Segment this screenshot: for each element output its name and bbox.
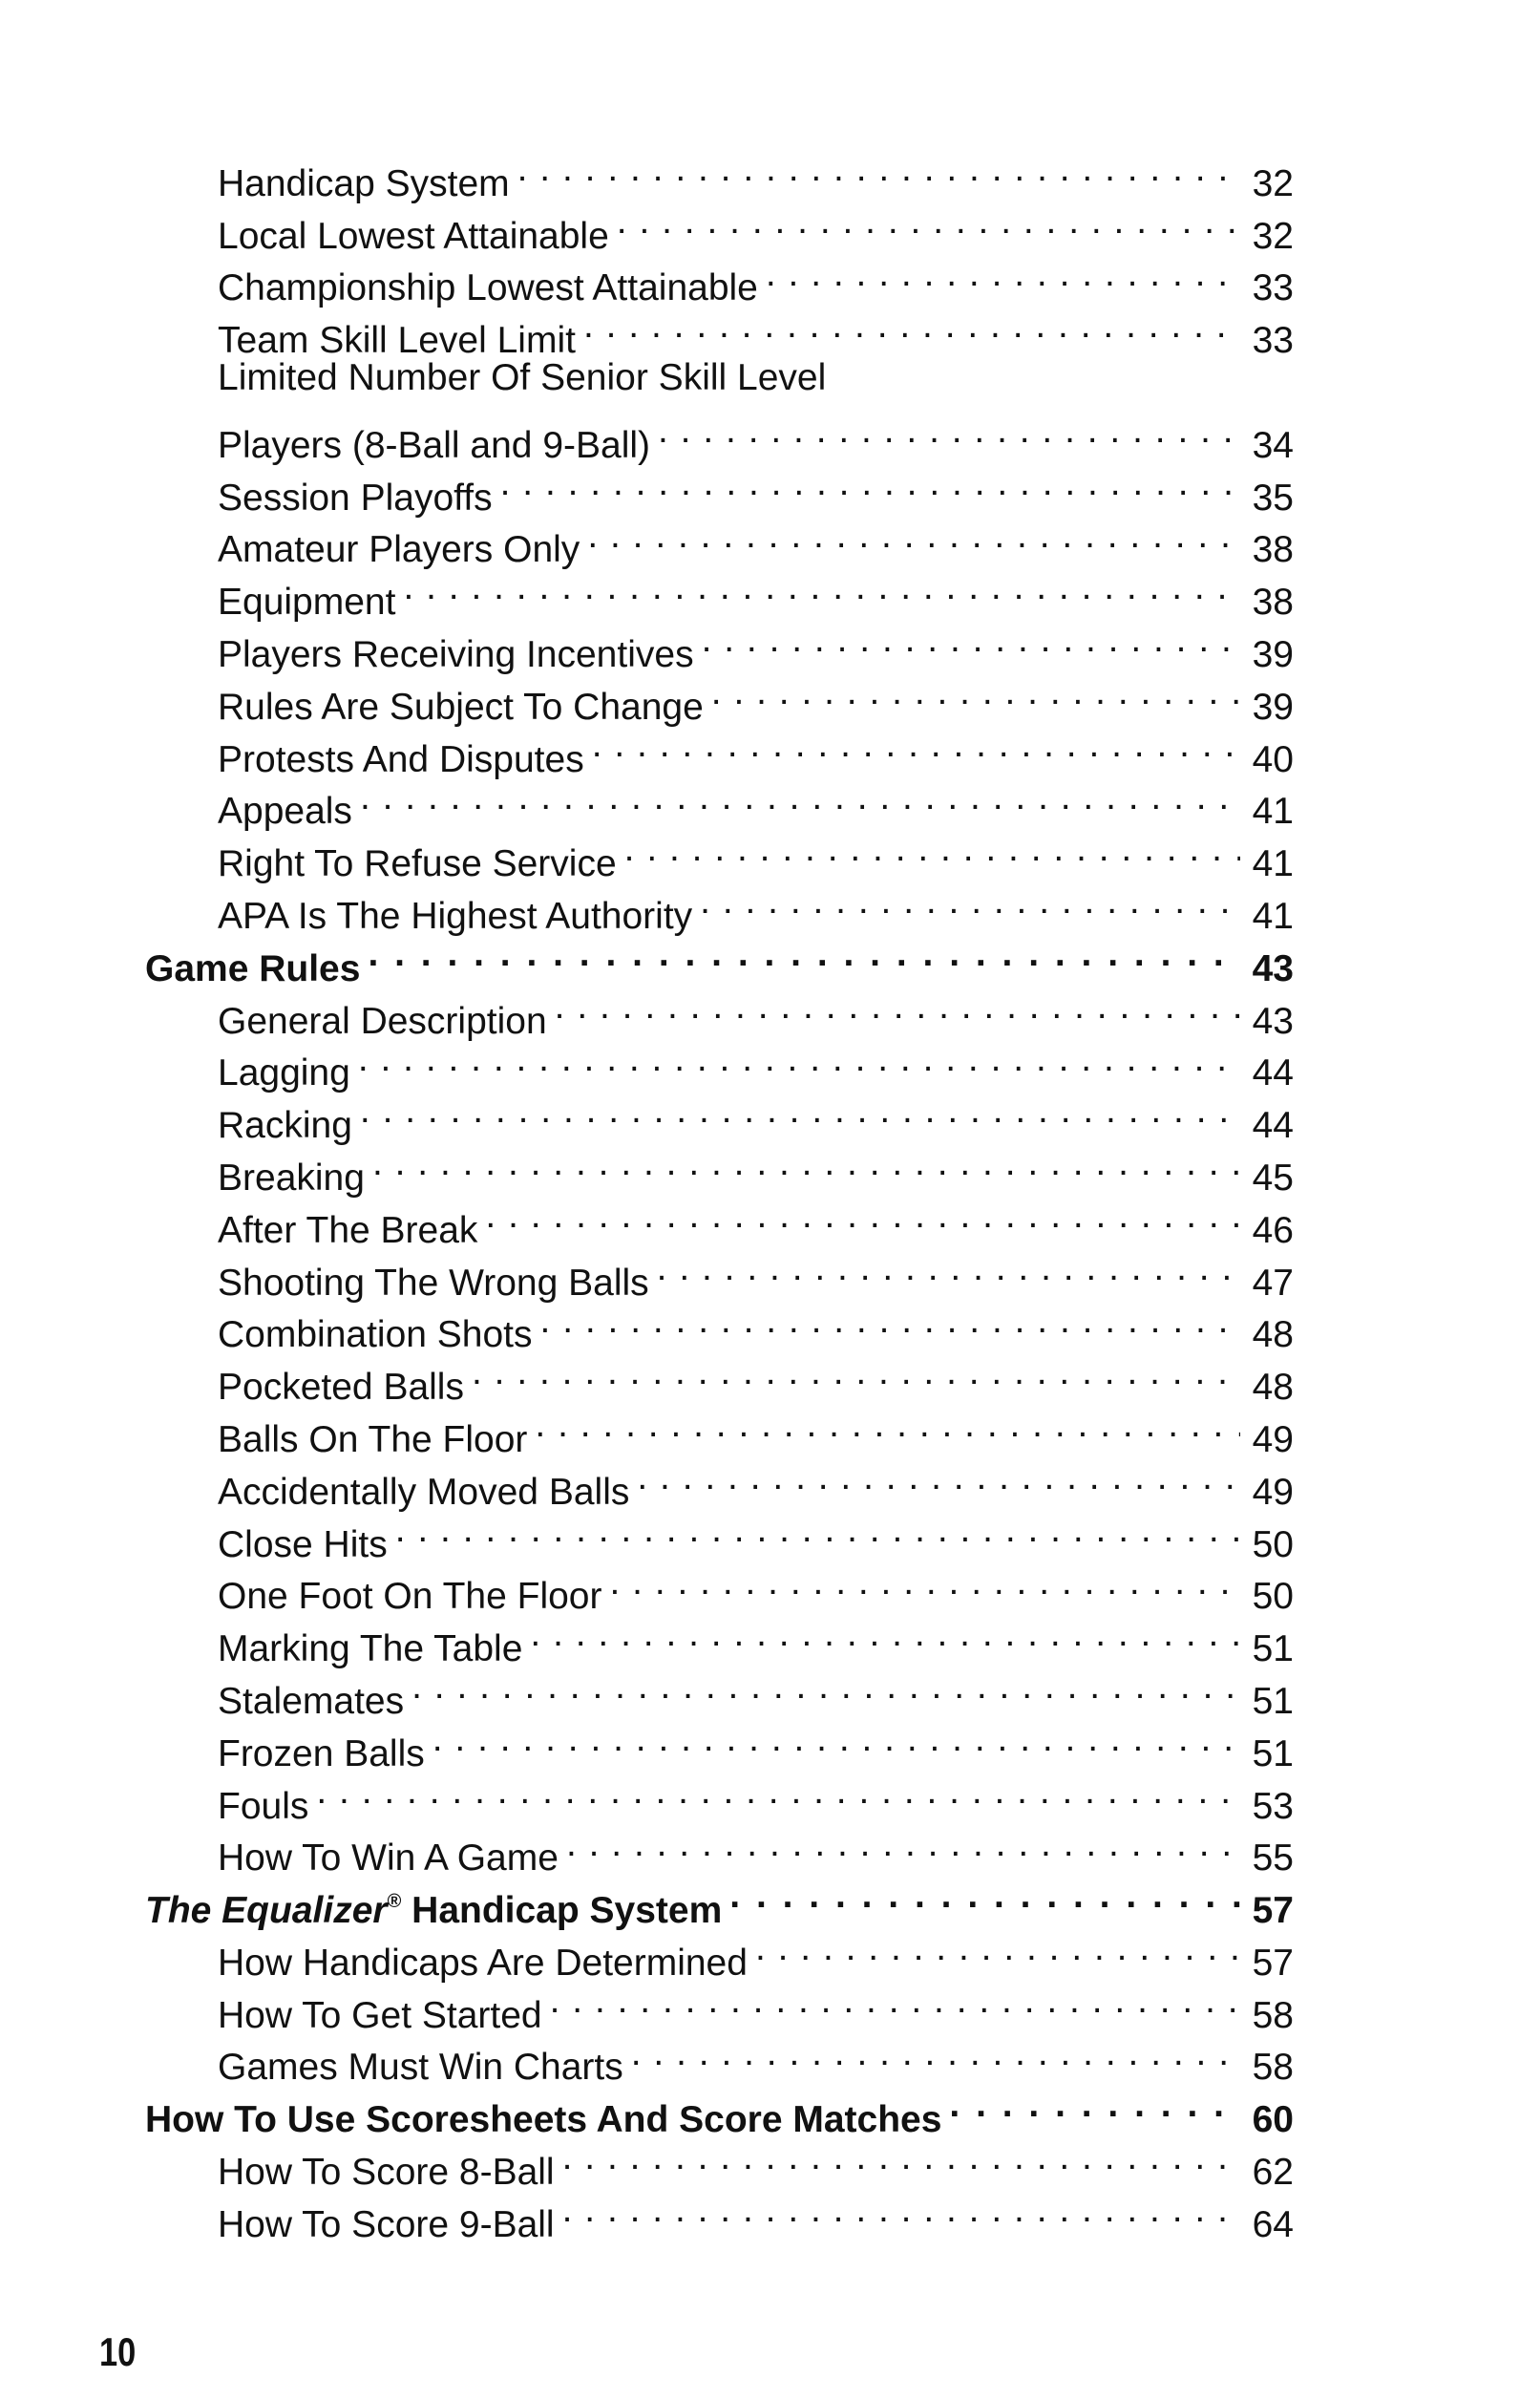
toc-entry-title: How To Get Started (218, 1994, 542, 2036)
toc-entry-page: 58 (1252, 2047, 1294, 2089)
toc-entry-page: 38 (1252, 529, 1294, 571)
toc-entry-page: 32 (1252, 215, 1294, 257)
toc-entry-page: 55 (1252, 1837, 1294, 1880)
toc-leader (592, 719, 1240, 772)
toc-leader (562, 2184, 1240, 2237)
toc-section-page: 60 (1252, 2099, 1294, 2141)
toc-leader (485, 1190, 1240, 1242)
toc-leader (403, 562, 1240, 614)
toc-leader (360, 1085, 1240, 1137)
toc-entry-title: Protests And Disputes (218, 738, 584, 780)
toc-entry-page: 50 (1252, 1576, 1294, 1618)
toc-entry-page: 34 (1252, 424, 1294, 466)
toc-section-title: How To Use Scoresheets And Score Matches (145, 2099, 942, 2141)
toc-leader (395, 1504, 1240, 1557)
toc-entry-page: 45 (1252, 1157, 1294, 1199)
toc-leader (755, 1922, 1240, 1975)
toc-entry-title: Local Lowest Attainable (218, 215, 609, 257)
toc-entry-title: How To Score 8-Ball (218, 2152, 555, 2194)
toc-entry-page: 32 (1252, 162, 1294, 204)
toc-entry-page: 51 (1252, 1680, 1294, 1722)
toc-entry-title: Equipment (218, 582, 396, 624)
toc-leader (566, 1818, 1240, 1871)
toc-section-title-emphasis: The Equalizer (145, 1890, 388, 1932)
toc-entry-title: How To Win A Game (218, 1837, 559, 1880)
toc-leader (609, 1557, 1240, 1609)
toc-leader (624, 823, 1240, 876)
toc-entry-page: 51 (1252, 1732, 1294, 1774)
toc-leader (555, 981, 1240, 1033)
toc-leader (587, 510, 1240, 563)
toc-entry-title: Team Skill Level Limit (218, 320, 576, 362)
toc-leader (617, 196, 1240, 248)
toc-leader (949, 2079, 1240, 2132)
toc-leader (637, 1452, 1240, 1504)
toc-leader (535, 1399, 1240, 1452)
toc-leader (530, 1608, 1240, 1661)
toc-entry-title: Rules Are Subject To Change (218, 686, 704, 728)
toc-entry[interactable] (145, 352, 1294, 405)
toc-entry-title: One Foot On The Floor (218, 1576, 602, 1618)
toc-entry[interactable] (145, 405, 1294, 466)
toc-entry-title: Shooting The Wrong Balls (218, 1262, 649, 1304)
toc-entry-title: Appeals (218, 791, 352, 833)
toc-entry-page: 33 (1252, 320, 1294, 362)
toc-entry-page: 41 (1252, 895, 1294, 937)
toc-entry-title: Games Must Win Charts (218, 2047, 623, 2089)
toc-entry-page: 58 (1252, 1994, 1294, 2036)
toc-entry-title: How Handicaps Are Determined (218, 1942, 748, 1984)
toc-leader (517, 143, 1240, 196)
toc-entry-page: 33 (1252, 267, 1294, 309)
toc-entry-title: Accidentally Moved Balls (218, 1471, 630, 1513)
toc-entry-title: Session Playoffs (218, 477, 493, 519)
toc-entry-page: 35 (1252, 477, 1294, 519)
toc-leader (472, 1347, 1240, 1399)
toc-entry-title: Championship Lowest Attainable (218, 267, 758, 309)
toc-entry-title: Lagging (218, 1052, 350, 1094)
toc-entry-title: Pocketed Balls (218, 1367, 464, 1409)
toc-entry-page: 43 (1252, 1000, 1294, 1042)
toc-entry-title: Handicap System (218, 162, 510, 204)
toc-entry-page: 41 (1252, 843, 1294, 885)
toc-entry-page: 41 (1252, 791, 1294, 833)
toc-entry-title: Players Receiving Incentives (218, 633, 694, 675)
toc-leader (657, 1242, 1240, 1295)
toc-leader (316, 1766, 1240, 1818)
toc-entry-page: 46 (1252, 1209, 1294, 1251)
toc-entry-page: 39 (1252, 633, 1294, 675)
toc-section-title (145, 1885, 729, 1938)
toc-entry-title: Close Hits (218, 1523, 388, 1565)
toc-entry-title: Balls On The Floor (218, 1418, 528, 1460)
toc-entry-page: 47 (1252, 1262, 1294, 1304)
toc-leader (700, 876, 1240, 928)
table-of-contents (145, 143, 1294, 2245)
toc-entry[interactable] (145, 143, 1294, 204)
toc-section-title-rest: Handicap System (401, 1890, 723, 1932)
toc-entry-page: 53 (1252, 1785, 1294, 1827)
toc-section-title: Game Rules (145, 947, 361, 989)
toc-entry-page: 50 (1252, 1523, 1294, 1565)
toc-leader (411, 1661, 1240, 1713)
toc-leader (358, 1033, 1240, 1086)
toc-entry[interactable] (145, 1766, 1294, 1827)
toc-leader (583, 300, 1240, 352)
toc-leader (631, 2028, 1240, 2080)
toc-entry-title: Fouls (218, 1785, 309, 1827)
toc-section-page: 43 (1252, 947, 1294, 989)
toc-leader (368, 928, 1240, 981)
toc-entry-title: Amateur Players Only (218, 529, 580, 571)
toc-leader (360, 772, 1240, 824)
toc-entry-page: 49 (1252, 1418, 1294, 1460)
toc-leader (702, 614, 1240, 667)
toc-entry[interactable] (145, 1818, 1294, 1880)
toc-entry-page: 44 (1252, 1105, 1294, 1147)
toc-entry-title: Racking (218, 1105, 352, 1147)
toc-entry-page: 38 (1252, 582, 1294, 624)
registered-mark: ® (387, 1891, 402, 1913)
toc-entry-page: 64 (1252, 2203, 1294, 2245)
toc-leader (658, 405, 1240, 457)
toc-entry-page: 40 (1252, 738, 1294, 780)
toc-entry-title: APA Is The Highest Authority (218, 895, 693, 937)
toc-leader (711, 667, 1240, 719)
page-number: 10 (99, 2329, 137, 2374)
toc-entry-title: Limited Number Of Senior Skill Level (218, 357, 827, 399)
toc-entry-page: 57 (1252, 1942, 1294, 1984)
toc-entry-title: Marking The Table (218, 1628, 523, 1670)
toc-entry-page: 48 (1252, 1367, 1294, 1409)
toc-leader (766, 248, 1240, 301)
toc-entry-page: 44 (1252, 1052, 1294, 1094)
toc-leader (729, 1870, 1240, 1922)
toc-leader (500, 457, 1240, 510)
toc-leader (540, 1295, 1240, 1348)
toc-entry-title: How To Score 9-Ball (218, 2203, 555, 2245)
toc-entry-title: Right To Refuse Service (218, 843, 617, 885)
toc-entry-page: 49 (1252, 1471, 1294, 1513)
toc-entry-title: Combination Shots (218, 1314, 533, 1356)
toc-entry-page: 39 (1252, 686, 1294, 728)
toc-entry-page: 48 (1252, 1314, 1294, 1356)
toc-entry-title: Breaking (218, 1157, 365, 1199)
toc-leader (550, 1975, 1240, 2028)
toc-entry-title: After The Break (218, 1209, 478, 1251)
toc-section-page: 57 (1252, 1890, 1294, 1932)
toc-entry-page: 62 (1252, 2152, 1294, 2194)
toc-leader (432, 1713, 1240, 1766)
toc-leader (562, 2132, 1240, 2184)
toc-entry-title: Frozen Balls (218, 1732, 425, 1774)
toc-entry-page: 51 (1252, 1628, 1294, 1670)
toc-leader (372, 1137, 1240, 1190)
toc-entry-title: General Description (218, 1000, 547, 1042)
toc-entry-title: Players (8-Ball and 9-Ball) (218, 424, 651, 466)
toc-entry-title: Stalemates (218, 1680, 405, 1722)
